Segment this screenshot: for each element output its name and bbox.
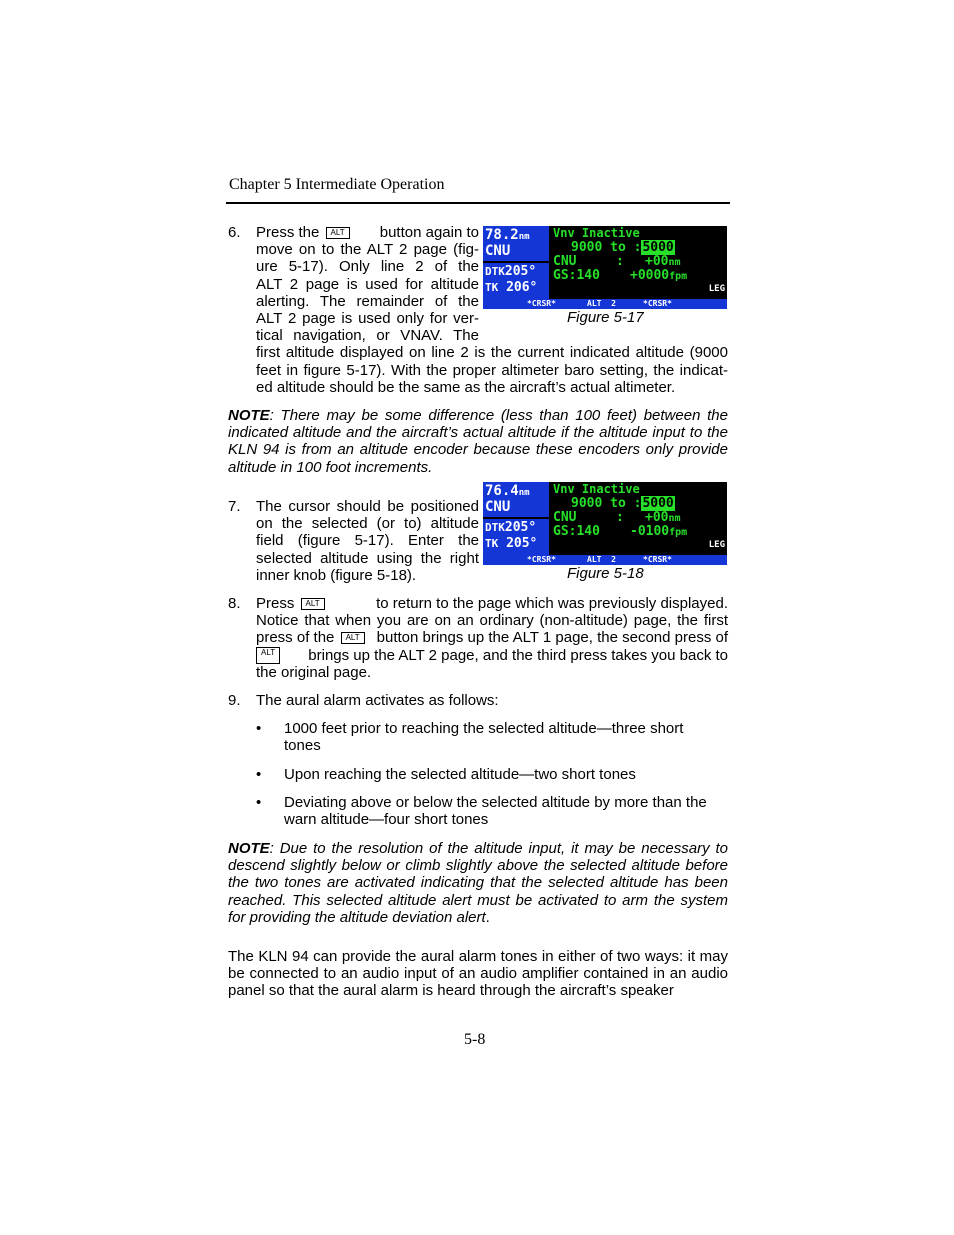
note-label: NOTE xyxy=(228,407,270,424)
page-indicator: ALT 2 xyxy=(587,299,616,308)
ground-speed: GS:140 xyxy=(553,268,600,283)
step-7-line: selected altitude using the right xyxy=(256,549,479,567)
selected-altitude-cursor: 5000 xyxy=(642,496,674,511)
tk-value: 206° xyxy=(506,280,538,295)
alt-key-icon: ALT xyxy=(326,227,350,239)
bullet-line: warn altitude—four short tones xyxy=(284,811,489,829)
altitude-from: 9000 xyxy=(571,240,603,255)
figure-5-18-caption: Figure 5-18 xyxy=(567,565,644,582)
dtk-value: 205° xyxy=(504,264,537,279)
crsr-right: *CRSR* xyxy=(643,299,672,308)
step-6-line: first altitude displayed on line 2 is the current indicated altitude (9000 xyxy=(256,344,728,362)
bullet-line: 1000 feet prior to reaching the selected altitude—three short xyxy=(284,720,684,737)
step-9-intro: The aural alarm activates as follows: xyxy=(256,692,499,709)
page-number: 5-8 xyxy=(464,1031,486,1048)
step-7-number: 7. xyxy=(228,498,241,515)
screen-left-panel xyxy=(483,482,549,555)
step-6-line: ALT 2 page is used for altitude xyxy=(256,275,479,293)
altitude-to-word: to xyxy=(610,240,626,255)
distance-unit: nm xyxy=(518,488,530,498)
note-2 xyxy=(228,840,728,926)
step-6-line: ed altitude should be the same as the aircraft’s actual altimeter. xyxy=(256,378,676,396)
step-8-line: press of the xyxy=(256,629,335,647)
page-indicator: ALT 2 xyxy=(587,555,616,564)
step-6-line: feet in figure 5-17). With the proper altimeter baro setting, the indicat- xyxy=(256,361,728,379)
screen-status-bar xyxy=(483,299,727,309)
distance: 76.4 xyxy=(485,483,519,499)
gps-screen-figure-5-17 xyxy=(483,226,727,309)
step-8-line: brings up the ALT 2 page, and the third press takes you back to xyxy=(308,646,728,664)
tk-label: TK xyxy=(485,537,499,550)
screen-right-panel: Vnv Inactive 9000 to :5000 CNU : +00nm GS:140 -0100fpm xyxy=(553,482,688,539)
chapter-header: Chapter 5 Intermediate Operation xyxy=(229,176,445,193)
step-6-line: alerting. The remainder of the xyxy=(256,292,479,310)
bullet-line: Deviating above or below the selected altitude by more than the xyxy=(284,794,707,811)
tk-value: 205° xyxy=(506,536,538,551)
step-7-line: field (figure 5-17). Enter the xyxy=(256,532,479,550)
note-label: NOTE xyxy=(228,840,270,857)
distance: 78.2 xyxy=(485,227,519,243)
note-1-text: : There may be some difference (less than 100 feet) between the indicated altitude and the aircraft’s actual altitude if the altitude input to the KLN 94 is from an altitude encoder because these encoders only provide altitude in 100 foot increments. xyxy=(228,407,728,476)
step-6-text-wide xyxy=(256,344,728,396)
step-8-line: to return to the page which was previously displayed. xyxy=(376,595,728,612)
vertical-speed-unit: fpm xyxy=(669,271,688,282)
tk-label: TK xyxy=(485,281,499,294)
waypoint: CNU xyxy=(485,243,511,259)
vertical-speed: -0100 xyxy=(630,524,670,539)
vertical-speed: +0000 xyxy=(630,268,670,283)
screen-left-panel xyxy=(483,226,549,299)
vertical-speed-unit: fpm xyxy=(669,527,688,538)
altitude-from: 9000 xyxy=(571,496,603,511)
figure-5-17-caption: Figure 5-17 xyxy=(567,309,644,326)
bullet-item xyxy=(284,766,714,783)
ref-waypoint: CNU xyxy=(553,510,577,525)
note-2-period: . xyxy=(485,908,490,926)
dtk-label: DTK xyxy=(485,265,505,278)
offset-unit: nm xyxy=(668,257,681,268)
step-7-line: on the selected (or to) altitude xyxy=(256,515,479,533)
step-8-line: button brings up the ALT 1 page, the second press of xyxy=(376,629,728,647)
altitude-to-word: to xyxy=(610,496,626,511)
step-6-line: tical navigation, or VNAV. The xyxy=(256,327,479,345)
step-8-line: Notice that when you are on an ordinary (non-altitude) page, the first xyxy=(256,612,728,630)
bullet-line: Upon reaching the selected altitude—two short tones xyxy=(284,766,636,783)
crsr-left: *CRSR* xyxy=(527,555,556,564)
step-6-line: move on to the ALT 2 page (fig- xyxy=(256,241,479,259)
offset: +00 xyxy=(645,254,669,269)
closing-paragraph: The KLN 94 can provide the aural alarm tones in either of two ways: it may be connected to an audio input of an audio amplifier contained in an audio panel so that the aural alarm is heard through the aircraft’s speaker xyxy=(228,948,728,1000)
bullet-line: tones xyxy=(284,737,321,755)
ground-speed: GS:140 xyxy=(553,524,600,539)
leg-mode: LEG xyxy=(708,284,725,294)
step-8-line: the original page. xyxy=(256,663,372,681)
dtk-label: DTK xyxy=(485,521,505,534)
vnav-status: Vnv Inactive xyxy=(553,482,640,496)
screen-status-bar xyxy=(483,555,727,565)
waypoint: CNU xyxy=(485,499,511,515)
note-2-text: : Due to the resolution of the altitude input, it may be necessary to descend slightly below or climb slightly above the selected altitude before the two tones are activated indicating that the selected altitude has been reached. This selected altitude alert must be activated to arm the system for providing the altitude deviation alert xyxy=(228,840,728,926)
step-7-line: inner knob (figure 5-18). xyxy=(256,566,417,584)
leg-mode: LEG xyxy=(708,540,725,550)
ref-waypoint: CNU xyxy=(553,254,577,269)
crsr-right: *CRSR* xyxy=(643,555,672,564)
screen-right-panel: Vnv Inactive 9000 to :5000 CNU : +00nm GS:140 +0000fpm xyxy=(553,226,688,283)
step-6-text-narrow xyxy=(256,224,479,344)
offset-unit: nm xyxy=(668,513,681,524)
step-6-number: 6. xyxy=(228,224,241,241)
step-8-text xyxy=(256,595,728,681)
step-6-press: Press the xyxy=(256,224,320,241)
selected-altitude-cursor: 5000 xyxy=(642,240,674,255)
offset: +00 xyxy=(645,510,669,525)
bullet-icon: • xyxy=(256,794,262,811)
dtk-value: 205° xyxy=(504,520,537,535)
step-6-line: ALT 2 page is used only for ver- xyxy=(256,310,479,328)
alt-key-icon: ALT xyxy=(341,632,365,644)
distance-unit: nm xyxy=(518,232,530,242)
step-8-press: Press xyxy=(256,595,295,612)
bullet-icon: • xyxy=(256,720,262,737)
step-6-button-again: button again to xyxy=(379,224,479,241)
header-rule xyxy=(226,202,730,204)
step-6-line: ure 5-17). Only line 2 of the xyxy=(256,258,479,276)
step-7-text xyxy=(256,498,479,584)
step-8-number: 8. xyxy=(228,595,241,612)
note-1 xyxy=(228,407,728,476)
alt-key-icon: ALT xyxy=(256,647,280,664)
alt-key-icon: ALT xyxy=(301,598,325,610)
step-7-line: The cursor should be positioned xyxy=(256,498,479,515)
step-9-number: 9. xyxy=(228,692,241,709)
bullet-icon: • xyxy=(256,766,262,783)
bullet-item xyxy=(284,794,714,828)
vnav-status: Vnv Inactive xyxy=(553,226,640,240)
bullet-item xyxy=(284,720,714,754)
crsr-left: *CRSR* xyxy=(527,299,556,308)
gps-screen-figure-5-18 xyxy=(483,482,727,565)
